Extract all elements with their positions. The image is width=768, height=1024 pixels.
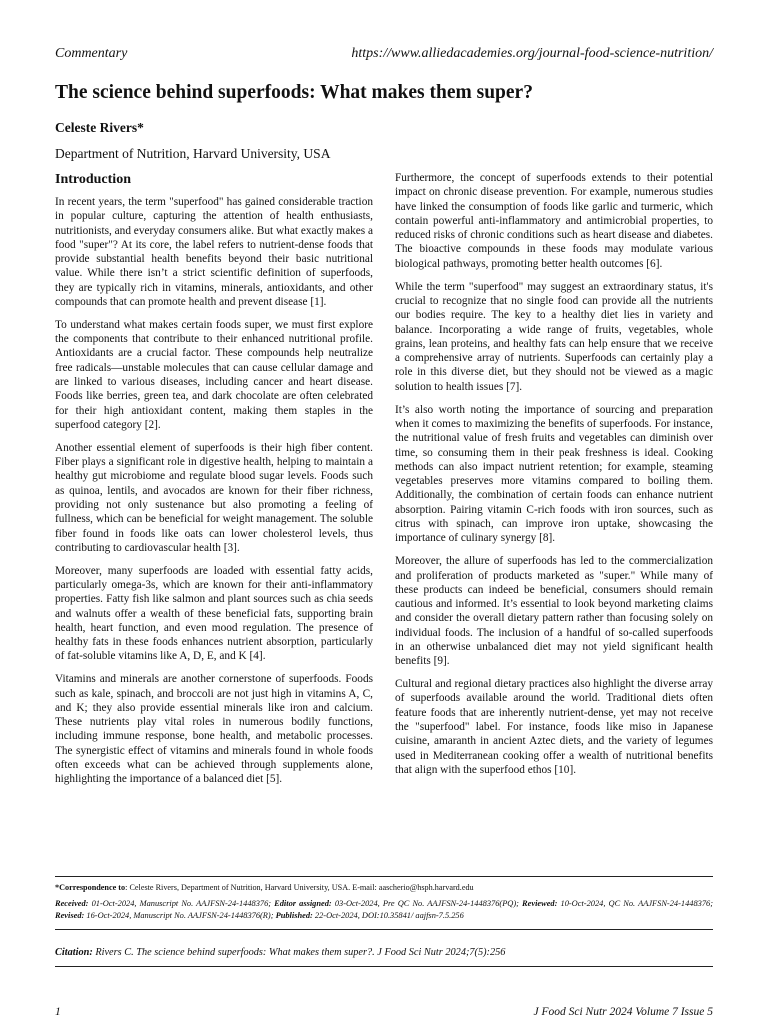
- running-header: [55, 46, 713, 66]
- paragraph: Furthermore, the concept of superfoods extends to their potential impact on chronic disease prevention. For example, numerous studies have linked the consumption of foods like garlic and turmeric, which contain powerful anti-inflammatory and antimicrobial properties, to reduced risks of chronic conditions such as heart disease and diabetes. The bioactive compounds in these foods may modulate various biological pathways, promoting better health outcomes [6].: [395, 172, 713, 270]
- revised-label: Revised:: [55, 910, 85, 920]
- author-affiliation: Department of Nutrition, Harvard University, USA: [55, 146, 331, 161]
- correspondence-note: [55, 882, 713, 893]
- paragraph: Moreover, many superfoods are loaded with essential fatty acids, particularly omega-3s, which are known for their anti-inflammatory properties. Fatty fish like salmon and plant sources such as chia seeds and walnuts offer a wealth of these beneficial fats, supporting brain health, heart function, and even mood regulation. The presence of healthy fats in these foods enhances nutrient absorption, particularly of fat-soluble vitamins like A, D, E, and K [4].: [55, 564, 373, 663]
- page-footer: [55, 1006, 713, 1022]
- paragraph: Vitamins and minerals are another cornerstone of superfoods. Foods such as kale, spinach, and broccoli are not just high in vitamins A, C, and K; they also provide essential minerals like iron and calcium. These nutrients play vital roles in numerous bodily functions, including immune response, bone health, and metabolic processes. The synergistic effect of vitamins and minerals found in whole foods often exceeds what can be achieved through supplements alone, highlighting the importance of a balanced diet [5].: [55, 673, 373, 786]
- received-text: 01-Oct-2024, Manuscript No. AAJFSN-24-1448376;: [88, 899, 275, 908]
- paragraph: To understand what makes certain foods super, we must first explore the components that contribute to their enhanced nutritional profile. Antioxidants are a crucial factor. These compounds help neutralize free radicals—unstable molecules that can cause cellular damage and are linked to various diseases, including cancer and heart disease. Foods like berries, green tea, and dark chocolate are often celebrated for their high antioxidant content, making them staples in the superfood category [2].: [55, 318, 373, 431]
- reviewed-text: 10-Oct-2024, QC No. AAJFSN-24-1448376;: [557, 899, 713, 908]
- citation-label: Citation:: [55, 947, 93, 958]
- page-number: 1: [55, 1006, 61, 1018]
- left-column: [55, 171, 373, 795]
- correspondence-text: : Celeste Rivers, Department of Nutrition, Harvard University, USA. E-mail: aascherio@hsph.harvard.edu: [125, 883, 474, 892]
- section-label: Commentary: [55, 46, 128, 61]
- article-dates: [55, 898, 713, 921]
- received-label: Received:: [55, 899, 89, 908]
- revised-text: 16-Oct-2024, Manuscript No. AAJFSN-24-1448376(R);: [84, 910, 276, 920]
- journal-url[interactable]: https://www.alliedacademies.org/journal-food-science-nutrition/: [351, 46, 713, 61]
- editor-label: Editor assigned:: [274, 899, 332, 908]
- published-text: 22-Oct-2024, DOI:10.35841/ aajfsn-7.5.256: [312, 910, 464, 920]
- right-column: [395, 171, 713, 786]
- journal-info: J Food Sci Nutr 2024 Volume 7 Issue 5: [533, 1006, 713, 1018]
- published-label: Published:: [275, 910, 313, 920]
- paragraph: Another essential element of superfoods is their high fiber content. Fiber plays a significant role in digestive health, helping to maintain a healthy gut microbiome and regulate blood sugar levels. Foods such as quinoa, lentils, and avocados are known for their fiber richness, providing not only sustenance but also promoting a feeling of fullness, which can be beneficial for weight management. The soluble fiber found in foods like oats can lower cholesterol levels, thus contributing to cardiovascular health [3].: [55, 441, 373, 554]
- article-title: The science behind superfoods: What makes them super?: [55, 82, 533, 103]
- paragraph: Moreover, the allure of superfoods has led to the commercialization and proliferation of products marketed as "super." While many of these products can indeed be beneficial, consumers should remain cautious and informed. It’s essential to look beyond marketing claims and consider the overall dietary pattern rather than focusing solely on individual foods. The inclusion of a handful of so-called superfoods in an otherwise unbalanced diet may not yield significant health benefits [9].: [395, 555, 713, 668]
- citation-text: Rivers C. The science behind superfoods: What makes them super?. J Food Sci Nutr 2024;7(5):256: [92, 947, 506, 958]
- paragraph: Cultural and regional dietary practices also highlight the diverse array of superfoods available around the world. Traditional diets often feature foods that are inherently nutrient-dense, yet may not receive the "superfood" label. For instance, foods like miso in Japanese cuisine, amaranth in ancient Aztec diets, and the variety of legumes used in Mediterranean cooking offer a wealth of nutritional benefits that align with the superfood ethos [10].: [395, 678, 713, 776]
- divider: [55, 966, 713, 967]
- correspondence-label: *Correspondence to: [55, 883, 126, 892]
- citation: [55, 947, 505, 958]
- paragraph: In recent years, the term "superfood" has gained considerable traction in popular culture, capturing the attention of health enthusiasts, nutritionists, and everyday consumers alike. But what exactly makes a food "super"? At its core, the label refers to nutrient-dense foods that provide substantial health benefits beyond their basic nutritional value. While there isn’t a strict scientific definition of superfoods, they are typically rich in vitamins, minerals, antioxidants, and other compounds that can promote health and prevent disease [1].: [55, 196, 373, 309]
- introduction-heading: Introduction: [55, 172, 131, 187]
- paragraph: It’s also worth noting the importance of sourcing and preparation when it comes to maximizing the benefits of superfoods. For instance, the nutritional value of fresh fruits and vegetables can diminish over time, so consuming them in their peak freshness is ideal. Cooking methods can also impact nutrient retention; for example, steaming vegetables preserves more vitamins compared to boiling them. Additionally, the combination of certain foods can enhance nutrient absorption. Pairing vitamin C-rich foods with iron sources, such as citrus with spinach, can improve iron uptake, showcasing the importance of culinary synergy [8].: [395, 403, 713, 545]
- divider: [55, 929, 713, 930]
- divider: [55, 876, 713, 877]
- page: [55, 0, 713, 1024]
- editor-text: 03-Oct-2024, Pre QC No. AAJFSN-24-1448376(PQ);: [331, 899, 523, 908]
- author-name: Celeste Rivers*: [55, 120, 144, 135]
- paragraph: While the term "superfood" may suggest an extraordinary status, it's crucial to recognize that no single food can provide all the nutrients our bodies require. The key to a healthy diet lies in variety and balance. Incorporating a wide range of fruits, vegetables, whole grains, lean proteins, and healthy fats can help ensure that we receive a comprehensive array of nutrients. Superfoods can certainly play a role in this diverse diet, but they should not be viewed as a magic solution to health issues [7].: [395, 280, 713, 393]
- reviewed-label: Reviewed:: [522, 899, 558, 908]
